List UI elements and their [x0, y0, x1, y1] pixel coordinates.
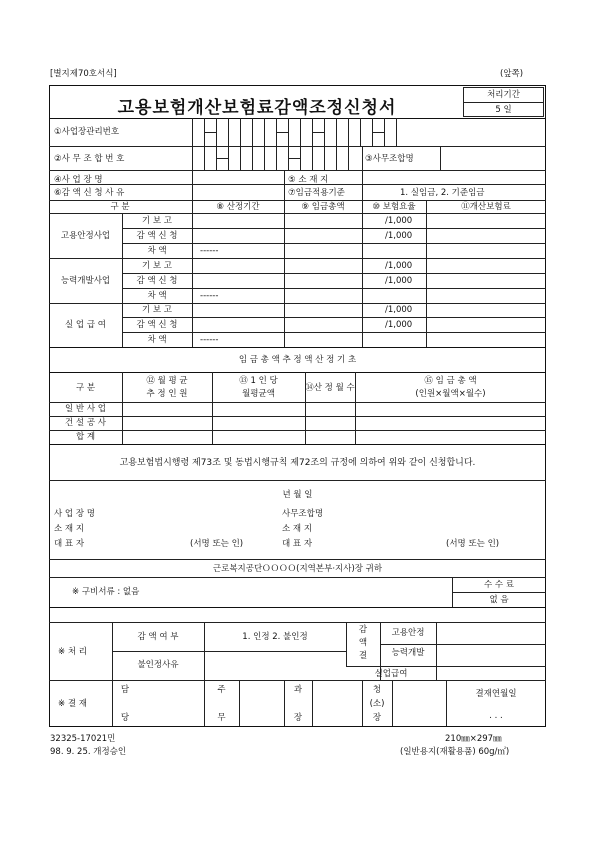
approval-role-director: (소)	[369, 699, 385, 709]
t2-title: 임 금 총 액 추 정 액 산 정 기 초	[238, 355, 357, 365]
footer-paper-type: (일반용지(재활용품) 60g/㎡)	[400, 747, 510, 757]
category-skills-development: 능력개발	[391, 648, 425, 658]
t1-header-category: 구 분	[110, 202, 130, 212]
t1-group-skills-development: 능력개발사업	[60, 276, 111, 286]
signer-left-biz-name: 사 업 장 명	[54, 509, 95, 519]
approval-date-label: 결재연월일	[475, 689, 517, 699]
approval-role-chief: 무	[217, 713, 226, 723]
t2-row-total: 합 계	[75, 432, 96, 442]
t2-row-general: 일 반 사 업	[65, 404, 106, 414]
t1-rate: /1,000	[385, 216, 413, 226]
t1-header-total-wage: ⑨ 임금총액	[301, 202, 345, 212]
signer-left-sign-note: (서명 또는 인)	[190, 539, 244, 549]
amount-decision-char: 액	[358, 638, 368, 648]
processing-period-value: 5 일	[495, 105, 512, 115]
category-unemployment-benefit: 실업급여	[374, 669, 408, 679]
t2-header-avg-persons: ⑫ 월 평 균	[146, 376, 188, 386]
reason-label: ⑥감 액 신 청 사 유	[54, 188, 125, 198]
approval-role-director: 청	[372, 685, 382, 695]
approval-role-staff: 당	[120, 713, 130, 723]
signer-left-location: 소 재 지	[54, 524, 85, 534]
form-title: 고용보험개산보험료감액조정신청서	[117, 98, 397, 118]
t1-header-rate: ⑩ 보험요율	[372, 202, 416, 212]
t1-row-reported: 기 보 고	[141, 261, 173, 271]
approval-role-staff: 담	[120, 685, 130, 695]
approval-label: ※ 결 재	[58, 699, 87, 709]
fee-value: 없 음	[489, 595, 509, 605]
approval-role-chief: 주	[217, 685, 226, 695]
signer-left-representative: 대 표 자	[54, 539, 85, 549]
t1-row-reduction: 감 액 신 청	[136, 320, 178, 330]
footer-paper-size: 210㎜×297㎜	[445, 734, 502, 744]
signer-right-location: 소 재 지	[282, 524, 313, 534]
approval-role-director: 장	[372, 713, 382, 723]
approval-role-section-head: 과	[293, 685, 303, 695]
t1-row-reported: 기 보 고	[141, 305, 173, 315]
processing-period-label: 처리기간	[487, 90, 520, 100]
t1-row-difference: 차 액	[147, 291, 167, 301]
t1-dash: ------	[200, 246, 219, 256]
t2-header-formula: (인원×월액×월수)	[415, 389, 486, 399]
office-name-label: ③사무조합명	[365, 154, 414, 164]
wage-basis-options: 1. 실임금, 2. 기준임금	[400, 188, 485, 198]
t2-header-total-wage: ⑮ 임 금 총 액	[424, 376, 477, 386]
t1-row-reduction: 감 액 신 청	[136, 276, 178, 286]
reduction-options[interactable]: 1. 인정 2. 불인정	[242, 632, 308, 642]
t2-row-construction: 건 설 공 사	[65, 418, 106, 428]
date-line: 년 월 일	[282, 490, 313, 500]
signer-right-office-name: 사무조합명	[282, 509, 324, 519]
t1-dash: ------	[200, 335, 219, 345]
t1-row-difference: 차 액	[147, 246, 167, 256]
addressee: 근로복지공단ＯＯＯＯ(지역본부·지사)장 귀하	[212, 564, 383, 574]
biz-mgmt-no-label: ①사업장관리번호	[54, 127, 120, 137]
category-employment-stability: 고용안정	[391, 628, 425, 638]
amount-decision-char: 감	[358, 625, 368, 635]
signer-right-representative: 대 표 자	[282, 539, 313, 549]
attachments-note: ※ 구비서류 : 없음	[72, 587, 140, 597]
t1-row-reduction: 감 액 신 청	[136, 231, 178, 241]
t1-header-period: ⑧ 산정기간	[216, 202, 260, 212]
t1-dash: ------	[200, 291, 219, 301]
t1-row-difference: 차 액	[147, 335, 167, 345]
approval-date-value[interactable]: . . .	[489, 711, 503, 721]
t1-rate: /1,000	[385, 305, 413, 315]
biz-name-label: ④사 업 장 명	[54, 175, 103, 185]
footer-date: 98. 9. 25. 개정승인	[50, 747, 127, 757]
footer-code: 32325-17021민	[50, 734, 116, 744]
t2-header-category: 구 분	[75, 383, 96, 393]
t2-header-avg-persons-sub: 추 정 인 원	[146, 389, 188, 399]
t2-header-per-person: ⑬ 1 인 당	[239, 376, 278, 386]
office-no-label: ②사 무 조 합 번 호	[54, 154, 125, 164]
t1-rate: /1,000	[385, 231, 413, 241]
t1-row-reported: 기 보 고	[141, 216, 173, 226]
location-label: ⑤ 소 재 지	[288, 175, 329, 185]
t2-header-months: ⑭산 정 월 수	[305, 383, 355, 393]
fee-label: 수 수 료	[483, 580, 515, 590]
reduction-status-label: 감 액 여 부	[137, 632, 179, 642]
wage-basis-label: ⑦임금적용기준	[288, 188, 345, 198]
signer-right-sign-note: (서명 또는 인)	[446, 539, 500, 549]
form-id-label: [별지제70호서식]	[50, 69, 117, 79]
processing-label: ※ 처 리	[58, 647, 87, 657]
t1-rate: /1,000	[385, 320, 413, 330]
biz-mgmt-no-cells[interactable]	[192, 118, 546, 146]
t1-group-employment-stability: 고용안정사업	[60, 231, 111, 241]
t1-header-premium: ⑪개산보험료	[461, 202, 511, 212]
t1-rate: /1,000	[385, 261, 413, 271]
t1-rate: /1,000	[385, 276, 413, 286]
t2-header-per-person-sub: 월평균액	[242, 389, 275, 399]
t1-group-unemployment-benefit: 실 업 급 여	[65, 320, 106, 330]
statement-text: 고용보험법시행령 제73조 및 동법시행규칙 제72조의 규정에 의하여 위와 같이 신청합니다.	[119, 458, 476, 468]
amount-decision-char: 결	[358, 651, 368, 661]
approval-role-section-head: 장	[293, 713, 303, 723]
reject-reason-label: 불인정사유	[137, 660, 179, 670]
page-side-label: (앞쪽)	[500, 69, 524, 79]
